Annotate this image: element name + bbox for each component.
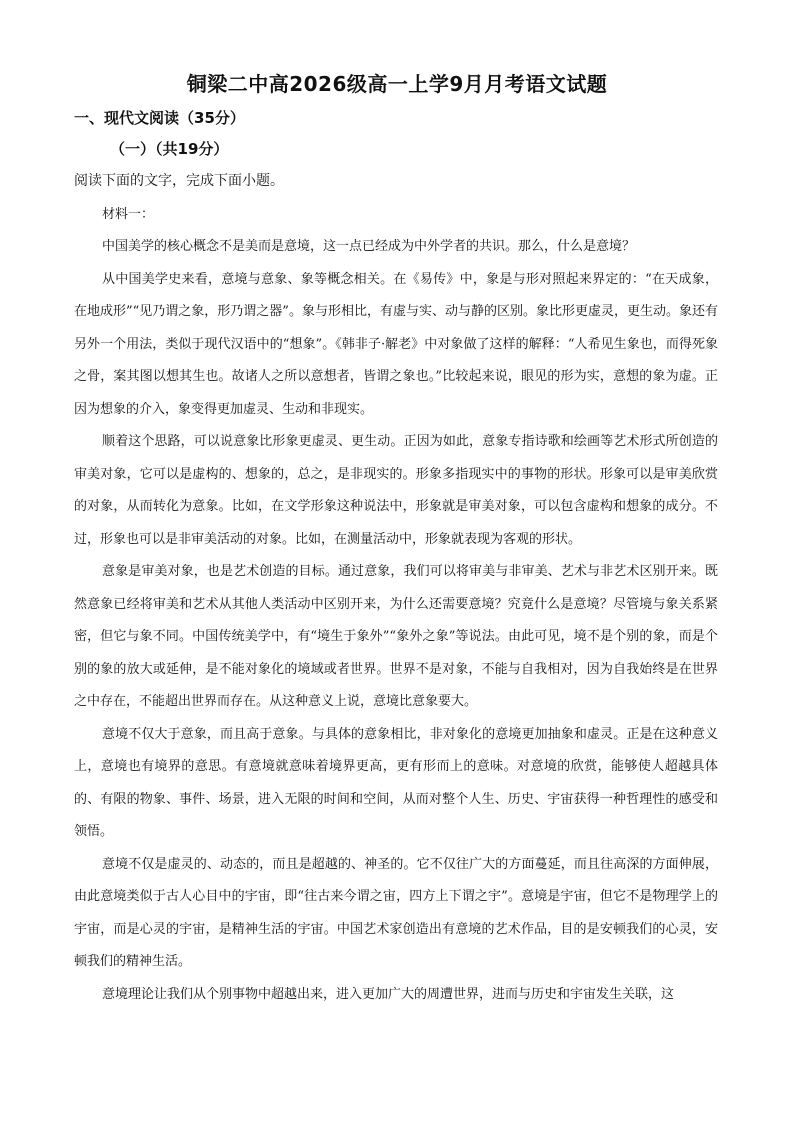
paragraph: 意境不仅大于意象，而且高于意象。与具体的意象相比，非对象化的意境更加抽象和虚灵。正是在这种意义上，意境也有境界的意思。有意境就意味着境界更高，更有形而上的意味。对意境的欣赏，能够使人超越具体的、有限的物象、事件、场景，进入无限的时间和空间，从而对整个人生、历史、宇宙获得一种哲理性的感受和领悟。 <box>74 726 718 839</box>
paragraph: 意境不仅是虚灵的、动态的，而且是超越的、神圣的。它不仅往广大的方面蔓延，而且往高深的方面伸展，由此意境类似于古人心目中的宇宙，即“往古来今谓之宙，四方上下谓之宇”。意境是宇宙，但它不是物理学上的宇宙，而是心灵的宇宙，是精神生活的宇宙。中国艺术家创造出有意境的艺术作品，目的是安顿我们的心灵，安顿我们的精神生活。 <box>74 856 718 969</box>
sub-heading: （一）（共19分） <box>110 140 229 158</box>
paragraph: 从中国美学史来看，意境与意象、象等概念相关。在《易传》中，象是与形对照起来界定的：“在天成象，在地成形”“见乃谓之象，形乃谓之器”。象与形相比，有虚与实、动与静的区别。象比形更虚灵，更生动。象还有另外一个用法，类似于现代汉语中的“想象”。《韩非子·解老》中对象做了这样的解释：“人希见生象也，而得死象之骨，案其图以想其生也。故诸人之所以意想者，皆谓之象也。”比较起来说，眼见的形为实，意想的象为虚。正因为想象的介入，象变得更加虚灵、生动和非现实。 <box>74 271 718 417</box>
material-label: 材料一： <box>102 207 155 222</box>
paragraph: 意境理论让我们从个别事物中超越出来，进入更加广大的周遭世界，进而与历史和宇宙发生关联，这 <box>102 986 675 1002</box>
paragraph: 意象是审美对象，也是艺术创造的目标。通过意象，我们可以将审美与非审美、艺术与非艺术区别开来。既然意象已经将审美和艺术从其他人类活动中区别开来，为什么还需要意境？究竟什么是意境？尽管境与象关系紧密，但它与象不同。中国传统美学中，有“境生于象外”“象外之象”等说法。由此可见，境不是个别的象，而是个别的象的放大或延伸，是不能对象化的境域或者世界。世界不是对象，不能与自我相对，因为自我始终是在世界之中存在，不能超出世界而存在。从这种意义上说，意境比意象要大。 <box>74 564 718 709</box>
paragraph: 顺着这个思路，可以说意象比形象更虚灵、更生动。正因为如此，意象专指诗歌和绘画等艺术形式所创造的审美对象，它可以是虚构的、想象的，总之，是非现实的。形象多指现实中的事物的形状。形象可以是审美欣赏的对象，从而转化为意象。比如，在文学形象这种说法中，形象就是审美对象，可以包含虚构和想象的成分。不过，形象也可以是非审美活动的对象。比如，在测量活动中，形象就表现为客观的形状。 <box>74 434 718 547</box>
reading-passage <box>74 231 718 1011</box>
section-heading: 一、现代文阅读（35分） <box>74 109 245 127</box>
reading-instruction: 阅读下面的文字，完成下面小题。 <box>74 173 284 189</box>
paragraph: 中国美学的核心概念不是美而是意境，这一点已经成为中外学者的共识。那么，什么是意境？ <box>102 239 636 254</box>
page-title: 铜梁二中高2026级高一上学9月月考语文试题 <box>186 72 608 96</box>
